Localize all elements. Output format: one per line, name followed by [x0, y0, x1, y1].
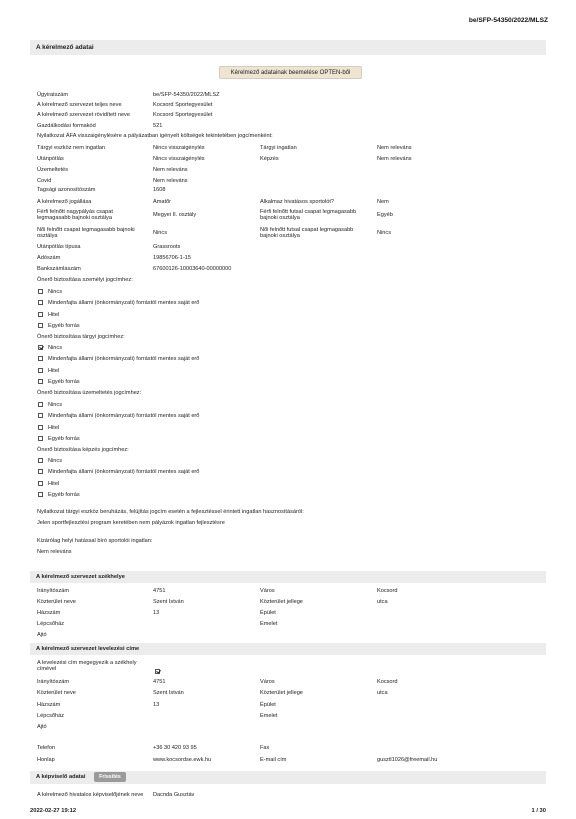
- youth-type-label: Utánpótlás típusa: [37, 244, 81, 250]
- mail-house-value: 13: [153, 702, 160, 708]
- afa-row-value: Nincs visszaigénylés: [153, 156, 205, 162]
- gfo-value: 521: [153, 123, 163, 129]
- full-name-label: A kérelmező szervezet teljes neve: [37, 102, 122, 108]
- section-header-applicant: A kérelmező adatai: [30, 40, 546, 55]
- full-name-value: Kocsord Sportegyesület: [153, 102, 213, 108]
- seat-zip-value: 4751: [153, 588, 166, 594]
- phone-value: +36 30 420 93 95: [153, 745, 197, 751]
- pro-athlete-value: Nem: [377, 199, 389, 205]
- mail-house-label: Házszám: [37, 702, 61, 708]
- mail-street-value: Szent István: [153, 690, 184, 696]
- gfo-label: Gazdálkodási formakód: [37, 123, 96, 129]
- men-large-value: Megyei II. osztály: [153, 212, 197, 218]
- checkbox-loan[interactable]: [38, 425, 43, 430]
- checkbox-label: Egyéb forrás: [48, 379, 80, 385]
- seat-street-type-value: utca: [377, 599, 388, 605]
- checkbox-label: Hitel: [48, 481, 60, 487]
- legal-status-value: Amatőr: [153, 199, 172, 205]
- afa-row-label: Tárgyi eszköz nem ingatlan: [37, 145, 106, 151]
- afa-row-label: Üzemeltetés: [37, 167, 69, 173]
- afa-row-value: Nem releváns: [153, 178, 188, 184]
- afa-heading: Nyilatkozat ÁFA visszaigénylésére a pályázatban igényelt költségek tekintetében jogcímenként:: [37, 133, 273, 139]
- group-title-personal: Önerő biztosítása személyi jogcímhez:: [37, 277, 133, 283]
- mail-floor-label: Emelet: [260, 713, 278, 719]
- checkbox-loan[interactable]: [38, 368, 43, 373]
- bank-account-label: Bankszámlaszám: [37, 266, 81, 272]
- representative-name-label: A kérelmező hivatalos képviselőjének neve: [37, 792, 144, 798]
- mail-street-type-value: utca: [377, 690, 388, 696]
- opten-import-button[interactable]: Kérelmező adatainak beemelése OPTEN-ből: [219, 66, 362, 79]
- checkbox-other[interactable]: [38, 323, 43, 328]
- checkbox-label: Nincs: [48, 345, 62, 351]
- men-futsal-label: Férfi felnőtt futsal csapat legmagasabb bajnoki osztálya: [260, 209, 357, 222]
- mail-street-type-label: Közterület jellege: [260, 690, 303, 696]
- checkbox-label: Hitel: [48, 312, 60, 318]
- checkbox-label: Mindenfajta állami (önkormányzati) forrástól mentes saját erő: [48, 300, 200, 306]
- bank-account-value: 67600126-10003640-00000000: [153, 266, 232, 272]
- checkbox-none[interactable]: [38, 458, 43, 463]
- checkbox-other[interactable]: [38, 379, 43, 384]
- website-label: Honlap: [37, 757, 55, 763]
- afa-row-value: Nem releváns: [377, 156, 412, 162]
- checkbox-label: Hitel: [48, 425, 60, 431]
- checkbox-label: Egyéb forrás: [48, 492, 80, 498]
- seat-floor-label: Emelet: [260, 621, 278, 627]
- women-futsal-label: Női felnőtt futsal csapat legmagasabb bajnoki osztálya: [260, 227, 354, 240]
- mail-door-label: Ajtó: [37, 724, 47, 730]
- seat-building-label: Épület: [260, 610, 276, 616]
- checkbox-label: Egyéb forrás: [48, 436, 80, 442]
- seat-street-value: Szent István: [153, 599, 184, 605]
- seat-door-label: Ajtó: [37, 632, 47, 638]
- checkbox-label: Nincs: [48, 402, 62, 408]
- women-large-value: Nincs: [153, 230, 167, 236]
- checkbox-own-funds[interactable]: [38, 356, 43, 361]
- mail-city-value: Kocsord: [377, 679, 398, 685]
- mail-building-label: Épület: [260, 702, 276, 708]
- men-large-label: Férfi felnőtt nagypályás csapat legmagasabb bajnoki osztálya: [37, 209, 113, 222]
- checkbox-other[interactable]: [38, 492, 43, 497]
- document-id: be/SFP-54350/2022/MLSZ: [468, 17, 548, 24]
- mail-zip-value: 4751: [153, 679, 166, 685]
- checkbox-none[interactable]: [38, 345, 43, 350]
- group-title-operation: Önerő biztosítása üzemeltetés jogcímhez:: [37, 390, 142, 396]
- refresh-button[interactable]: Frissítés: [94, 772, 126, 782]
- seat-city-label: Város: [260, 588, 275, 594]
- afa-row-value: Nem releváns: [153, 167, 188, 173]
- checkbox-loan[interactable]: [38, 481, 43, 486]
- afa-row-value: Nincs visszaigénylés: [153, 145, 205, 151]
- ugyiratszam-label: Ügyiratszám: [37, 92, 69, 98]
- youth-type-value: Grassroots: [153, 244, 181, 250]
- afa-row-label: Utánpótlás: [37, 156, 64, 162]
- checkbox-loan[interactable]: [38, 312, 43, 317]
- seat-stair-label: Lépcsőház: [37, 621, 65, 627]
- membership-id-value: 1608: [153, 187, 166, 193]
- group-title-tangible: Önerő biztosítása tárgyi jogcímhez:: [37, 334, 125, 340]
- checkbox-none[interactable]: [38, 289, 43, 294]
- tax-number-label: Adószám: [37, 255, 61, 261]
- email-label: E-mail cím: [260, 757, 287, 763]
- mail-street-label: Közterület neve: [37, 690, 76, 696]
- checkbox-label: Nincs: [48, 458, 62, 464]
- seat-street-label: Közterület neve: [37, 599, 76, 605]
- seat-city-value: Kocsord: [377, 588, 398, 594]
- short-name-value: Kocsord Sportegyesület: [153, 112, 213, 118]
- representative-title: A képviselő adatai: [36, 774, 86, 780]
- group-title-training: Önerő biztosítása képzés jogcímhez:: [37, 447, 129, 453]
- checkbox-own-funds[interactable]: [38, 469, 43, 474]
- checkbox-none[interactable]: [38, 402, 43, 407]
- checkbox-label: Egyéb forrás: [48, 323, 80, 329]
- legal-status-label: A kérelmező jogállása: [37, 199, 92, 205]
- women-futsal-value: Nincs: [377, 230, 391, 236]
- short-name-label: A kérelmező szervezet rövidített neve: [37, 112, 130, 118]
- section-header-seat: A kérelmező szervezet székhelye: [30, 571, 546, 583]
- checkbox-other[interactable]: [38, 436, 43, 441]
- checkbox-own-funds[interactable]: [38, 300, 43, 305]
- afa-row-label: Covid: [37, 178, 52, 184]
- checkbox-own-funds[interactable]: [38, 413, 43, 418]
- seat-house-value: 13: [153, 610, 160, 616]
- seat-house-label: Házszám: [37, 610, 61, 616]
- phone-label: Telefon: [37, 745, 56, 751]
- pro-athlete-label: Alkalmaz hivatásos sportolót?: [260, 199, 334, 205]
- mail-city-label: Város: [260, 679, 275, 685]
- checkbox-label: Mindenfajta állami (önkormányzati) forrástól mentes saját erő: [48, 413, 200, 419]
- afa-row-label: Tárgyi ingatlan: [260, 145, 297, 151]
- email-value: gusztl1026@freemail.hu: [377, 757, 438, 763]
- fax-label: Fax: [260, 745, 270, 751]
- mail-same-checkbox[interactable]: [155, 669, 160, 674]
- statement-property-answer: Jelen sportfejlesztési program keretében nem pályázok ingatlan fejlesztésre: [37, 520, 225, 526]
- men-futsal-value: Egyéb: [377, 212, 393, 218]
- website-value: www.kocsordse.ewk.hu: [153, 757, 212, 763]
- afa-row-value: Nem releváns: [377, 145, 412, 151]
- statement-property-question: Nyilatkozat tárgyi eszköz beruházás, felújítás jogcím esetén a fejlesztéssel érintett ingatlan hasznosításáról:: [37, 509, 304, 515]
- checkbox-label: Mindenfajta állami (önkormányzati) forrástól mentes saját erő: [48, 469, 200, 475]
- tax-number-value: 19856706-1-15: [153, 255, 191, 261]
- mail-zip-label: Irányítószám: [37, 679, 70, 685]
- seat-street-type-label: Közterület jellege: [260, 599, 303, 605]
- statement-local-question: Kizárólag helyi hatással bíró sportolói ingatlan:: [37, 538, 153, 544]
- checkbox-label: Hitel: [48, 368, 60, 374]
- checkbox-label: Mindenfajta állami (önkormányzati) forrástól mentes saját erő: [48, 356, 200, 362]
- membership-id-label: Tagsági azonosítószám: [37, 187, 96, 193]
- mail-same-label: A levelezési cím megegyezik a székhely címével: [37, 660, 137, 673]
- mail-stair-label: Lépcsőház: [37, 713, 65, 719]
- afa-row-label: Képzés: [260, 156, 279, 162]
- seat-zip-label: Irányítószám: [37, 588, 70, 594]
- footer-page-number: 1 / 30: [531, 808, 546, 814]
- checkbox-label: Nincs: [48, 289, 62, 295]
- section-header-mailing: A kérelmező szervezet levelezési címe: [30, 643, 546, 655]
- representative-name-value: Dacnda Gusztáv: [153, 792, 195, 798]
- statement-local-answer: Nem releváns: [37, 549, 72, 555]
- ugyiratszam-value: be/SFP-54350/2022/MLSZ: [153, 92, 220, 98]
- women-large-label: Női felnőtt csapat legmagasabb bajnoki osztálya: [37, 227, 135, 240]
- footer-datetime: 2022-02-27 19:12: [30, 808, 77, 814]
